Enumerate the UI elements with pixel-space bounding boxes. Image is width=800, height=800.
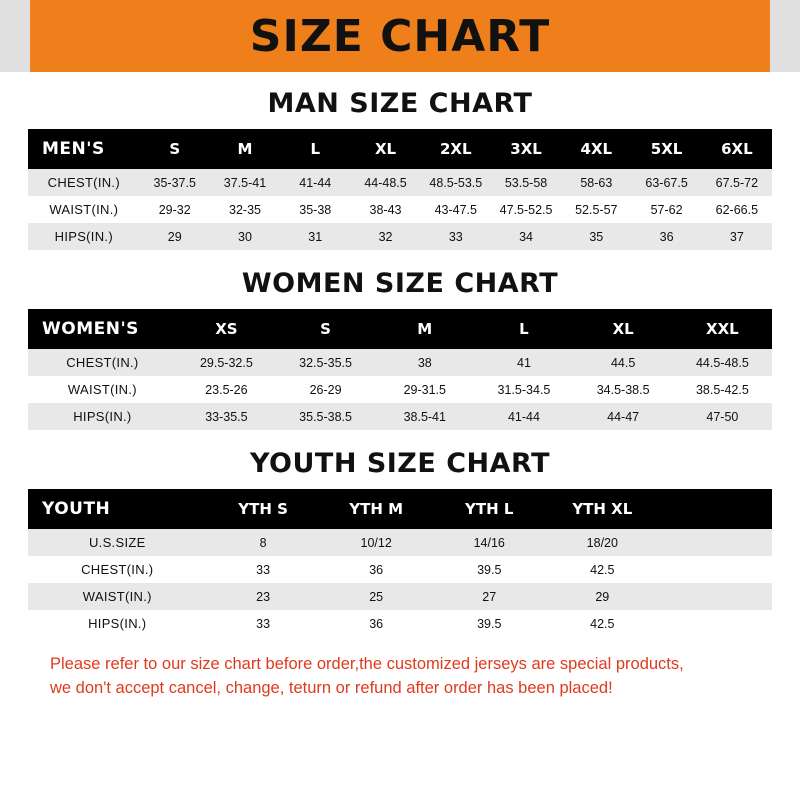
women-table-body bbox=[28, 349, 772, 430]
youth-header-s: YTH S bbox=[207, 489, 320, 529]
table-cell: 63-67.5 bbox=[631, 169, 701, 196]
table-header-row bbox=[28, 309, 772, 349]
table-cell: 44.5-48.5 bbox=[673, 349, 772, 376]
table-cell: 31.5-34.5 bbox=[474, 376, 573, 403]
men-header-m: M bbox=[210, 129, 280, 169]
table-cell: 44-48.5 bbox=[350, 169, 420, 196]
men-header-2xl: 2XL bbox=[421, 129, 491, 169]
header-banner bbox=[0, 0, 800, 72]
table-row bbox=[28, 583, 772, 610]
table-cell: 41-44 bbox=[280, 169, 350, 196]
table-cell: 33 bbox=[421, 223, 491, 250]
table-cell: 29.5-32.5 bbox=[177, 349, 276, 376]
table-cell: 42.5 bbox=[546, 556, 659, 583]
youth-row-label-waist: WAIST(IN.) bbox=[28, 583, 207, 610]
men-row-label-hips: HIPS(IN.) bbox=[28, 223, 140, 250]
youth-size-table bbox=[28, 489, 772, 637]
chart-content bbox=[0, 88, 800, 701]
table-cell: 32.5-35.5 bbox=[276, 349, 375, 376]
table-cell: 23.5-26 bbox=[177, 376, 276, 403]
table-cell: 47-50 bbox=[673, 403, 772, 430]
women-row-label-chest: CHEST(IN.) bbox=[28, 349, 177, 376]
youth-row-label-chest: CHEST(IN.) bbox=[28, 556, 207, 583]
women-header-m: M bbox=[375, 309, 474, 349]
women-size-table bbox=[28, 309, 772, 430]
youth-header-blank bbox=[659, 489, 772, 529]
table-cell: 18/20 bbox=[546, 529, 659, 556]
table-cell: 38 bbox=[375, 349, 474, 376]
table-cell: 44-47 bbox=[574, 403, 673, 430]
banner-right-edge bbox=[770, 0, 800, 72]
banner-left-edge bbox=[0, 0, 30, 72]
table-header-row bbox=[28, 129, 772, 169]
women-header-label: WOMEN'S bbox=[28, 309, 177, 349]
men-header-s: S bbox=[140, 129, 210, 169]
table-cell: 26-29 bbox=[276, 376, 375, 403]
table-cell: 25 bbox=[320, 583, 433, 610]
women-header-xl: XL bbox=[574, 309, 673, 349]
table-cell: 31 bbox=[280, 223, 350, 250]
youth-row-label-hips: HIPS(IN.) bbox=[28, 610, 207, 637]
men-header-5xl: 5XL bbox=[631, 129, 701, 169]
men-table-body bbox=[28, 169, 772, 250]
men-header-xl: XL bbox=[350, 129, 420, 169]
men-header-l: L bbox=[280, 129, 350, 169]
table-cell: 33 bbox=[207, 610, 320, 637]
table-cell: 36 bbox=[320, 556, 433, 583]
table-cell bbox=[659, 583, 772, 610]
youth-header-m: YTH M bbox=[320, 489, 433, 529]
table-cell: 35-37.5 bbox=[140, 169, 210, 196]
women-row-label-hips: HIPS(IN.) bbox=[28, 403, 177, 430]
table-cell: 36 bbox=[320, 610, 433, 637]
table-cell: 39.5 bbox=[433, 556, 546, 583]
notice-line-1: Please refer to our size chart before order,the customized jerseys are special products, bbox=[50, 655, 684, 673]
table-cell: 37 bbox=[702, 223, 772, 250]
table-cell: 41 bbox=[474, 349, 573, 376]
table-cell: 43-47.5 bbox=[421, 196, 491, 223]
table-cell: 10/12 bbox=[320, 529, 433, 556]
table-cell: 29-31.5 bbox=[375, 376, 474, 403]
table-cell: 35-38 bbox=[280, 196, 350, 223]
table-cell bbox=[659, 529, 772, 556]
men-table-head bbox=[28, 129, 772, 169]
men-row-label-waist: WAIST(IN.) bbox=[28, 196, 140, 223]
youth-header-label: YOUTH bbox=[28, 489, 207, 529]
youth-table-head bbox=[28, 489, 772, 529]
table-cell: 23 bbox=[207, 583, 320, 610]
table-cell: 41-44 bbox=[474, 403, 573, 430]
table-cell: 29 bbox=[546, 583, 659, 610]
table-cell: 33-35.5 bbox=[177, 403, 276, 430]
order-notice bbox=[28, 653, 772, 701]
youth-header-l: YTH L bbox=[433, 489, 546, 529]
table-row bbox=[28, 223, 772, 250]
table-cell: 62-66.5 bbox=[702, 196, 772, 223]
table-row bbox=[28, 376, 772, 403]
table-cell: 52.5-57 bbox=[561, 196, 631, 223]
table-cell: 47.5-52.5 bbox=[491, 196, 561, 223]
table-cell: 57-62 bbox=[631, 196, 701, 223]
table-cell bbox=[659, 556, 772, 583]
women-header-xs: XS bbox=[177, 309, 276, 349]
youth-row-label-ussize: U.S.SIZE bbox=[28, 529, 207, 556]
table-cell: 27 bbox=[433, 583, 546, 610]
men-header-6xl: 6XL bbox=[702, 129, 772, 169]
table-cell: 14/16 bbox=[433, 529, 546, 556]
men-size-table bbox=[28, 129, 772, 250]
table-row bbox=[28, 529, 772, 556]
table-cell: 38.5-41 bbox=[375, 403, 474, 430]
table-cell: 58-63 bbox=[561, 169, 631, 196]
table-cell: 34.5-38.5 bbox=[574, 376, 673, 403]
table-row bbox=[28, 349, 772, 376]
table-cell: 8 bbox=[207, 529, 320, 556]
page-title: SIZE CHART bbox=[249, 10, 551, 62]
table-cell bbox=[659, 610, 772, 637]
table-cell: 53.5-58 bbox=[491, 169, 561, 196]
women-row-label-waist: WAIST(IN.) bbox=[28, 376, 177, 403]
men-section-title: MAN SIZE CHART bbox=[267, 88, 533, 119]
youth-section-title: YOUTH SIZE CHART bbox=[249, 448, 551, 479]
table-cell: 35.5-38.5 bbox=[276, 403, 375, 430]
table-cell: 32-35 bbox=[210, 196, 280, 223]
men-row-label-chest: CHEST(IN.) bbox=[28, 169, 140, 196]
table-row bbox=[28, 610, 772, 637]
table-cell: 42.5 bbox=[546, 610, 659, 637]
table-cell: 29-32 bbox=[140, 196, 210, 223]
table-row bbox=[28, 196, 772, 223]
table-cell: 33 bbox=[207, 556, 320, 583]
table-row bbox=[28, 403, 772, 430]
table-cell: 38-43 bbox=[350, 196, 420, 223]
men-header-4xl: 4XL bbox=[561, 129, 631, 169]
table-cell: 35 bbox=[561, 223, 631, 250]
table-cell: 39.5 bbox=[433, 610, 546, 637]
women-header-xxl: XXL bbox=[673, 309, 772, 349]
table-cell: 48.5-53.5 bbox=[421, 169, 491, 196]
table-row bbox=[28, 556, 772, 583]
table-cell: 44.5 bbox=[574, 349, 673, 376]
table-cell: 29 bbox=[140, 223, 210, 250]
women-section-title: WOMEN SIZE CHART bbox=[241, 268, 559, 299]
table-cell: 37.5-41 bbox=[210, 169, 280, 196]
men-header-3xl: 3XL bbox=[491, 129, 561, 169]
table-cell: 36 bbox=[631, 223, 701, 250]
table-cell: 38.5-42.5 bbox=[673, 376, 772, 403]
men-header-label: MEN'S bbox=[28, 129, 140, 169]
women-table-head bbox=[28, 309, 772, 349]
table-cell: 30 bbox=[210, 223, 280, 250]
table-header-row bbox=[28, 489, 772, 529]
notice-line-2: we don't accept cancel, change, teturn or refund after order has been placed! bbox=[50, 678, 613, 697]
youth-header-xl: YTH XL bbox=[546, 489, 659, 529]
table-cell: 32 bbox=[350, 223, 420, 250]
table-cell: 67.5-72 bbox=[702, 169, 772, 196]
youth-table-body bbox=[28, 529, 772, 637]
table-row bbox=[28, 169, 772, 196]
table-cell: 34 bbox=[491, 223, 561, 250]
women-header-s: S bbox=[276, 309, 375, 349]
women-header-l: L bbox=[474, 309, 573, 349]
